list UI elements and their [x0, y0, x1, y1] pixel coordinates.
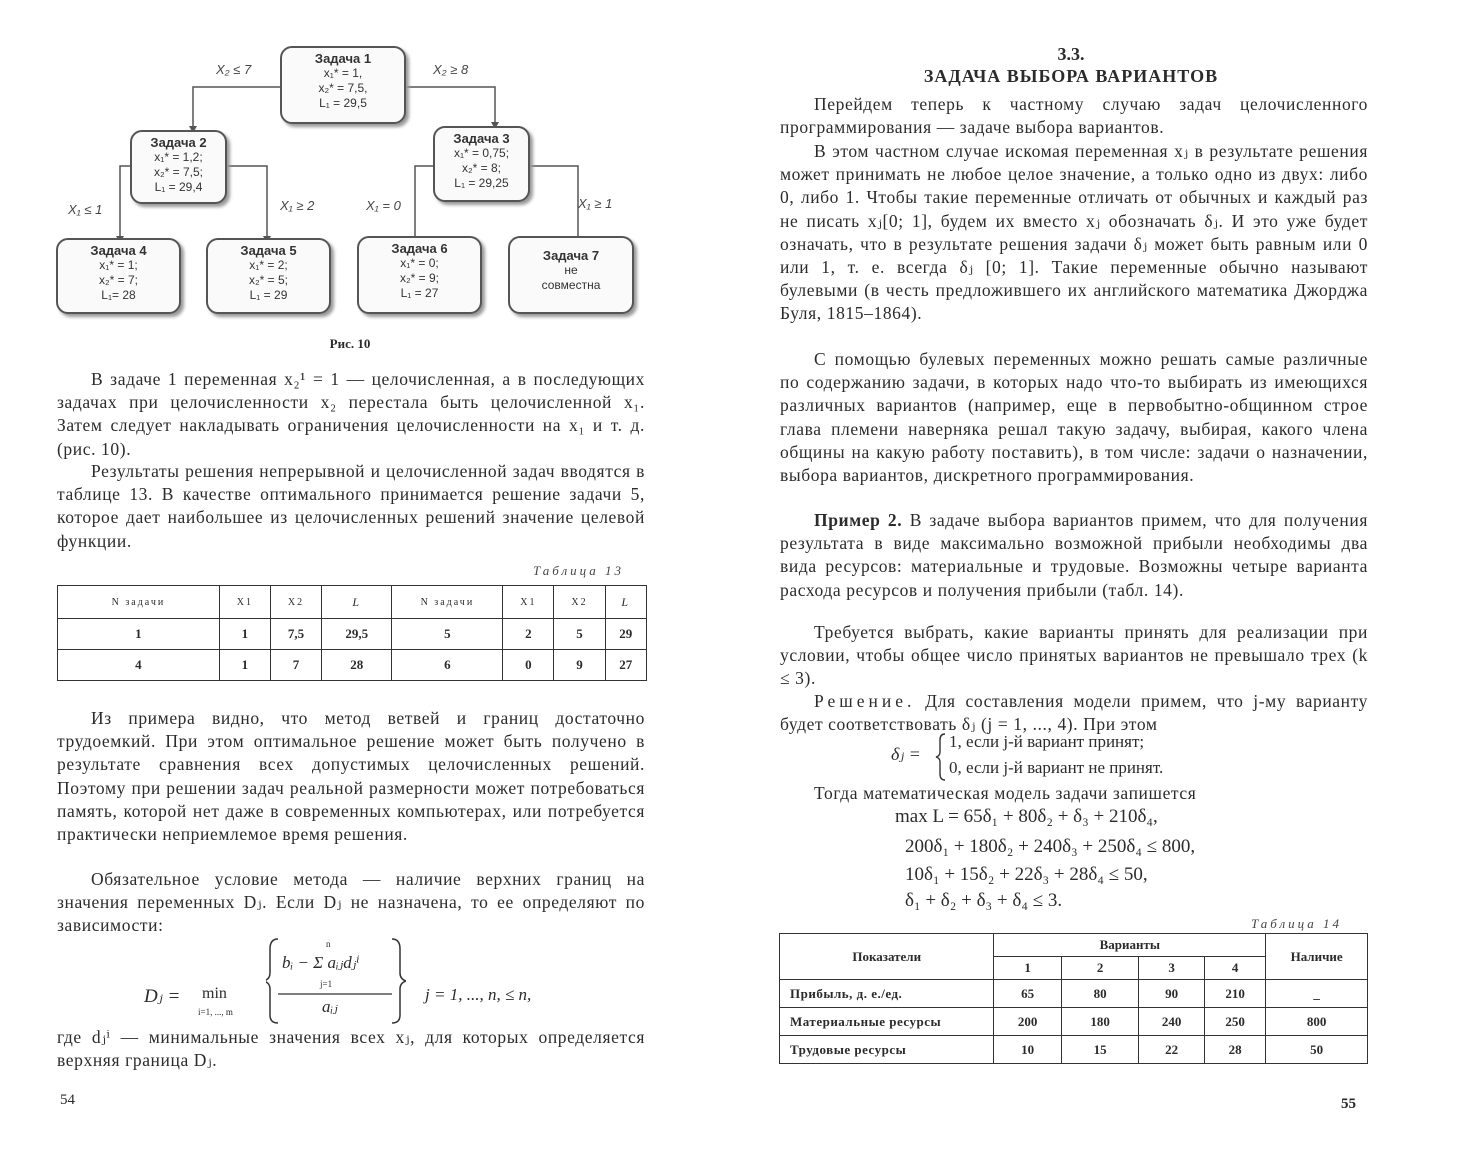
- delta-brace: [935, 732, 947, 782]
- table-header-cell: 1: [994, 957, 1061, 980]
- edge-label: X₁ ≥ 2: [280, 198, 315, 213]
- table-row: [780, 980, 1368, 1008]
- table-14: [779, 933, 1368, 1064]
- node-line: L₁ = 29,4: [154, 180, 203, 194]
- delta-lhs: δⱼ =: [891, 744, 921, 764]
- table-row-label: Трудовые ресурсы: [780, 1036, 994, 1064]
- table-cell: 240: [1139, 1008, 1204, 1036]
- table-cell: 1: [58, 619, 220, 650]
- node-line: совместна: [541, 278, 601, 292]
- table-cell: 50: [1266, 1036, 1368, 1064]
- upper-bound-formula: [140, 935, 580, 1025]
- paragraph-text: Требуется выбрать, какие варианты принять для реализации при условии, чтобы общее число принятых вариантов не превышало трех (k ≤ 3).: [780, 622, 1368, 689]
- tree-node-task-7: [508, 236, 634, 314]
- edge-label: X₁ ≥ 1: [578, 196, 613, 211]
- node-line: L₁ = 27: [400, 286, 439, 300]
- table-caption: Таблица 14: [1251, 916, 1343, 931]
- node-line: x₁* = 1,: [323, 66, 363, 80]
- table-row: [780, 1036, 1368, 1064]
- node-title: Задача 1: [314, 51, 372, 66]
- table-cell: 28: [1204, 1036, 1265, 1064]
- formula-condition: j = 1, ..., n, ≤ n,: [425, 985, 532, 1004]
- table-cell: 65: [994, 980, 1061, 1008]
- table-13: [57, 585, 647, 681]
- formula-lhs: Dⱼ =: [144, 986, 181, 1007]
- paragraph-text: С помощью булевых переменных можно решать самые различные по содержанию задачи, в которых надо что-то выбирать из имеющихся различных вариантов (например, еще в первобытно-общинном строе глава племени наверняка решал такую задачу, выбирая, какого члена общины на какую работу поставить), в том числе: задачи о назначении, выбора вариантов, дискретного программирования.: [780, 349, 1368, 486]
- paragraph: [780, 348, 1368, 487]
- branch-and-bound-tree: [40, 40, 660, 340]
- table-cell: 7: [270, 650, 321, 681]
- tree-node-task-2: [130, 130, 227, 204]
- paragraph-text: В этом частном случае искомая переменная xⱼ в результате решения может принимать не любое целое значение, а только одно из двух: либо 0, либо 1. Чтобы такие переменные отличать от обычных и каждый раз не писать xⱼ[0; 1], будем их вместо xⱼ обозначать δⱼ. И это уже будет означать, что в результате решения задачи δⱼ может быть равным или 0 или 1, т. е. всегда δⱼ [0; 1]. Такие переменные обычно называют булевыми (в честь предложившего их английского математика Джорджа Буля, 1815–1864).: [780, 141, 1368, 324]
- table-header-cell: X1: [219, 586, 270, 619]
- paragraph-text: Обязательное условие метода — наличие верхних границ на значения переменных Dⱼ. Если Dⱼ не назначена, то ее определяют по зависимости:: [57, 869, 645, 936]
- formula-numerator: bᵢ − Σ aᵢⱼdⱼⁱ: [282, 953, 360, 972]
- paragraph-text: Результаты решения непрерывной и целочисленной задач вводятся в таблице 13. В качестве оптимального принимается решение задачи 5, которое дает наибольшее из целочисленных решений значение целевой функции.: [57, 461, 645, 551]
- table-cell: 800: [1266, 1008, 1368, 1036]
- node-line: x₁* = 0,75;: [453, 146, 510, 160]
- table-cell: 15: [1061, 1036, 1139, 1064]
- table-header-cell: Наличие: [1266, 934, 1368, 980]
- page-number: 54: [60, 1092, 75, 1108]
- model-constraint: δ₁ + δ₂ + δ₃ + δ₄ ≤ 3.: [905, 890, 1063, 911]
- table-header-row: [58, 586, 647, 619]
- table-cell: 7,5: [270, 619, 321, 650]
- paragraph-text: Для составления модели примем, что j-му варианту будет соответствовать δⱼ (j = 1, ..., 4). При этом: [780, 691, 1368, 735]
- node-line: x₁* = 1;: [99, 258, 138, 272]
- table-header-cell: N задачи: [392, 586, 503, 619]
- paragraph: [57, 868, 645, 938]
- paragraph: [780, 509, 1368, 602]
- paragraph: [57, 707, 645, 846]
- table-cell: 5: [554, 619, 605, 650]
- right-page: [731, 0, 1462, 1154]
- node-line: x₂* = 5;: [248, 273, 288, 287]
- table-header-cell: X1: [503, 586, 554, 619]
- table-row-label: Прибыль, д. е./ед.: [780, 980, 994, 1008]
- table-cell: 28: [322, 650, 392, 681]
- table-header-cell: L: [605, 586, 647, 619]
- table-row: [780, 1008, 1368, 1036]
- table-cell: 200: [994, 1008, 1061, 1036]
- tree-node-task-1: [280, 46, 406, 124]
- table-cell: 5: [392, 619, 503, 650]
- node-line: L₁ = 29,25: [454, 176, 509, 190]
- table-cell: 9: [554, 650, 605, 681]
- table-cell: 1: [219, 650, 270, 681]
- node-title: Задача 7: [542, 248, 600, 263]
- paragraph-text: Перейдем теперь к частному случаю задач целочисленного программирования — задаче выбора вариантов.: [780, 94, 1368, 138]
- node-title: Задача 5: [240, 243, 297, 258]
- table-cell: 29,5: [322, 619, 392, 650]
- table-cell: 4: [58, 650, 220, 681]
- node-line: не: [564, 263, 578, 277]
- paragraph: [57, 368, 645, 461]
- node-line: x₂* = 7,5,: [318, 81, 368, 95]
- delta-case-rejected: 0, если j-й вариант не принят.: [949, 758, 1164, 777]
- table-header-cell: 4: [1204, 957, 1265, 980]
- table-cell: _: [1266, 980, 1368, 1008]
- edge-label: X₂ ≤ 7: [216, 62, 252, 77]
- table-cell: 27: [605, 650, 647, 681]
- table-header-cell: Показатели: [780, 934, 994, 980]
- model-constraint: 10δ₁ + 15δ₂ + 22δ₃ + 28δ₄ ≤ 50,: [905, 864, 1148, 885]
- page-number: 55: [1341, 1096, 1356, 1112]
- table-cell: 0: [503, 650, 554, 681]
- node-line: x₂* = 8;: [461, 161, 501, 175]
- paragraph: [57, 1026, 645, 1072]
- table-cell: 1: [219, 619, 270, 650]
- model-constraint: 200δ₁ + 180δ₂ + 240δ₃ + 250δ₄ ≤ 800,: [905, 836, 1196, 857]
- node-title: Задача 6: [391, 241, 448, 256]
- table-cell: 210: [1204, 980, 1265, 1008]
- paragraph: [780, 140, 1368, 326]
- node-line: x₁* = 0;: [400, 256, 439, 270]
- node-title: Задача 3: [453, 131, 510, 146]
- table-header-cell: 2: [1061, 957, 1139, 980]
- table-header-cell: L: [322, 586, 392, 619]
- formula-min-subscript: i=1, ..., m: [198, 1007, 233, 1017]
- formula-sum-lower: j=1: [320, 979, 333, 989]
- edge-label: X₁ ≤ 1: [68, 202, 103, 217]
- edge-label: X₂ ≥ 8: [433, 62, 469, 77]
- table-header-row: [780, 934, 1368, 957]
- figure-caption: Рис. 10: [329, 336, 371, 351]
- section-number: 3.3.: [1057, 44, 1085, 64]
- model-objective: max L = 65δ₁ + 80δ₂ + δ₃ + 210δ₄,: [895, 806, 1158, 827]
- paragraph-text: Тогда математическая модель задачи запишется: [814, 783, 1197, 803]
- tree-node-task-5: [206, 238, 331, 314]
- solution-label: Решение.: [814, 691, 916, 711]
- table-row: [58, 619, 647, 650]
- table-row-label: Материальные ресурсы: [780, 1008, 994, 1036]
- paragraph: [57, 460, 645, 553]
- table-header-cell: Варианты: [994, 934, 1266, 957]
- math-model: [891, 806, 1291, 916]
- paragraph-text: В задаче 1 переменная x₂¹ = 1 — целочисленная, а в последующих задачах при целочисленности x₂ перестала быть целочисленной x₁. Затем следует накладывать ограничения целочисленности на x₁ и т. д. (рис. 10).: [57, 369, 645, 459]
- edge-label: X₁ = 0: [366, 198, 401, 213]
- paragraph-text: где dⱼⁱ — минимальные значения всех xⱼ, для которых определяется верхняя граница Dⱼ.: [57, 1027, 645, 1071]
- node-line: L₁ = 29,5: [319, 96, 367, 110]
- table-cell: 10: [994, 1036, 1061, 1064]
- tree-node-task-6: [357, 236, 482, 314]
- formula-denominator: aᵢⱼ: [322, 997, 338, 1016]
- node-line: x₁* = 2;: [249, 258, 288, 272]
- node-line: x₂* = 7,5;: [153, 165, 204, 179]
- tree-node-task-3: [433, 126, 530, 202]
- node-line: x₂* = 7;: [98, 273, 138, 287]
- table-header-cell: X2: [270, 586, 321, 619]
- example-label: Пример 2.: [814, 510, 903, 530]
- table-cell: 6: [392, 650, 503, 681]
- table-cell: 90: [1139, 980, 1204, 1008]
- section-title: ЗАДАЧА ВЫБОРА ВАРИАНТОВ: [923, 66, 1219, 86]
- table-header-cell: N задачи: [58, 586, 220, 619]
- table-cell: 2: [503, 619, 554, 650]
- table-row: [58, 650, 647, 681]
- paragraph-text: В задаче выбора вариантов примем, что для получения результата в виде максимально возможной прибыли необходимы два вида ресурсов: материальные и трудовые. Возможны четыре варианта расхода ресурсов и получения прибыли (табл. 14).: [780, 510, 1368, 600]
- node-line: L₁= 28: [101, 288, 136, 302]
- table-cell: 29: [605, 619, 647, 650]
- table-cell: 180: [1061, 1008, 1139, 1036]
- delta-case-accepted: 1, если j-й вариант принят;: [949, 732, 1145, 751]
- node-line: L₁ = 29: [249, 288, 288, 302]
- table-header-cell: X2: [554, 586, 605, 619]
- paragraph: [780, 782, 1368, 805]
- table-header-cell: 3: [1139, 957, 1204, 980]
- node-title: Задача 4: [90, 243, 147, 258]
- formula-min: min: [202, 985, 227, 1002]
- node-title: Задача 2: [150, 135, 207, 150]
- node-line: x₂* = 9;: [399, 271, 439, 285]
- table-cell: 22: [1139, 1036, 1204, 1064]
- delta-definition: [891, 730, 1291, 784]
- table-caption: Таблица 13: [533, 563, 625, 578]
- table-cell: 80: [1061, 980, 1139, 1008]
- paragraph-text: Из примера видно, что метод ветвей и границ достаточно трудоемкий. При этом оптимальное решение может быть получено в результате сравнения всех допустимых целочисленных решений. Поэтому при решении задач реальной размерности может потребоваться память, которой нет даже в современных компьютерах, или потребуется практически неприемлемое время решения.: [57, 708, 645, 845]
- formula-sum-upper: n: [326, 939, 331, 949]
- paragraph: [780, 621, 1368, 691]
- paragraph: [780, 93, 1368, 139]
- node-line: x₁* = 1,2;: [154, 150, 203, 164]
- tree-node-task-4: [56, 238, 181, 314]
- table-cell: 250: [1204, 1008, 1265, 1036]
